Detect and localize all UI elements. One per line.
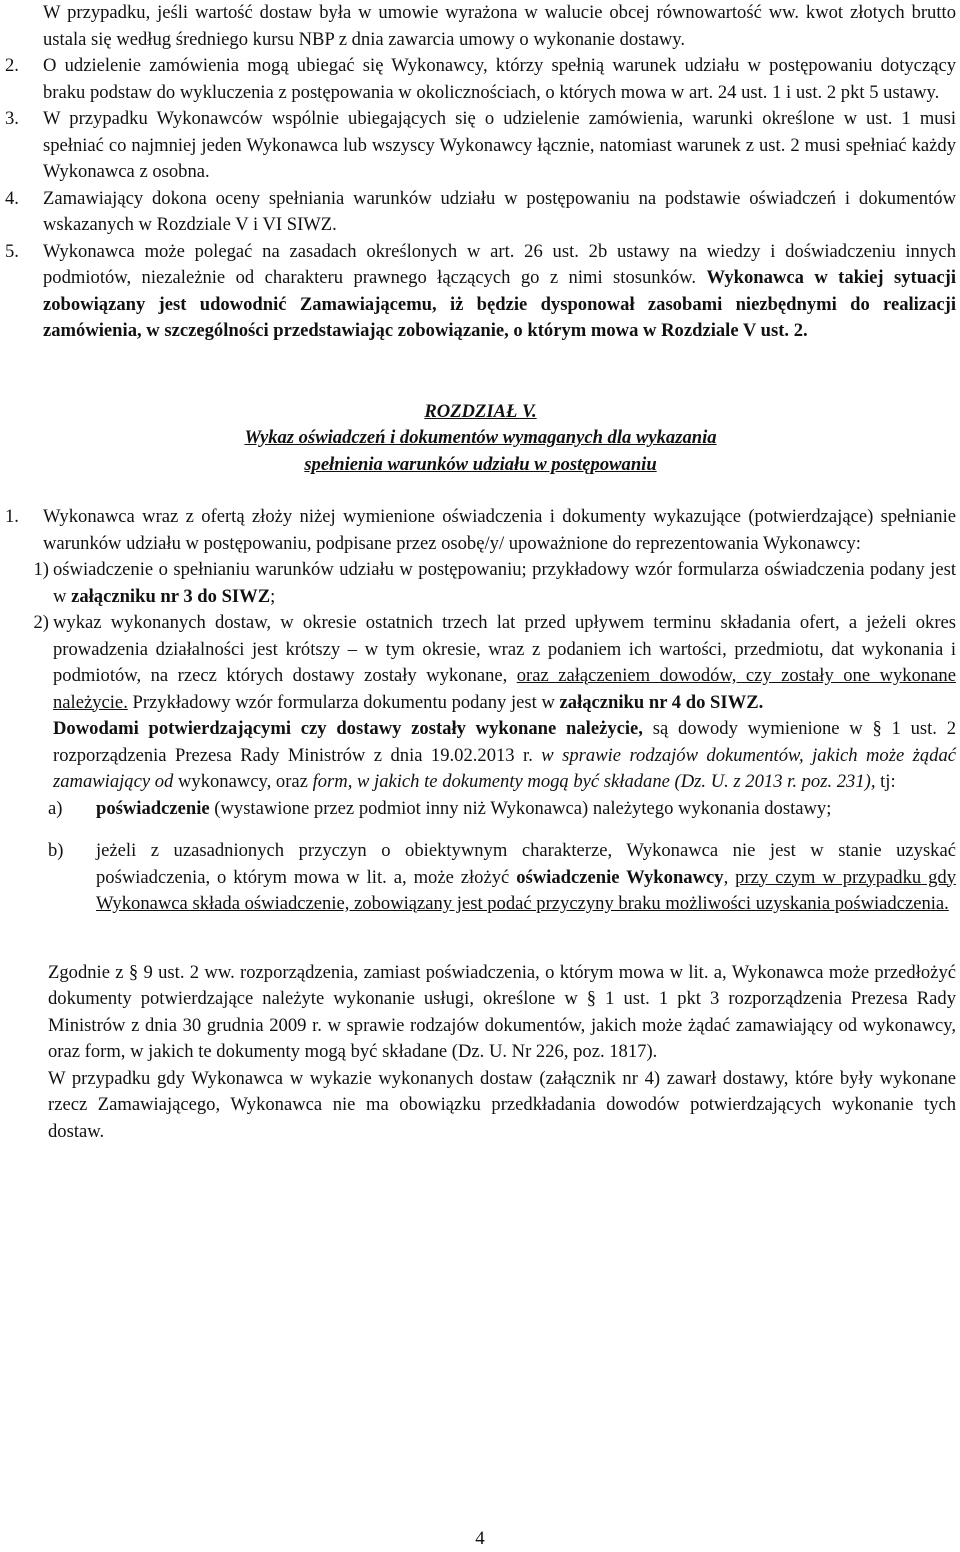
italic-text: w sprawie rodzajów dokumentów, jakich może żądać zamawiający od bbox=[53, 744, 957, 792]
sub-item-text: oświadczenie o spełnianiu warunków udziału w postępowaniu; przykładowy wzór formularza oświadczenia podany jest w bbox=[53, 559, 956, 607]
letter-item-bold: poświadczenie bbox=[96, 797, 210, 819]
letter-item-marker: b) bbox=[48, 840, 64, 861]
item-text bbox=[43, 239, 956, 345]
closing-paragraph: W przypadku gdy Wykonawca w wykazie wykonanych dostaw (załącznik nr 4) zawarł dostawy, które były wykonane rzecz Zamawiającego, Wykonawca nie ma obowiązku przedkładania dowodów potwierdzających wykonanie tych dostaw. bbox=[48, 1067, 956, 1142]
section-text: Wykonawca wraz z ofertą złoży niżej wymienione oświadczenia i dokumenty wykazujące (potwierdzające) spełnianie warunków udziału w postępowaniu, podpisane przez osobę/y/ upoważnione do reprezentowania Wykonawcy: bbox=[43, 506, 956, 554]
item-text: Zamawiający dokona oceny spełniania warunków udziału w postępowaniu na podstawie oświadczeń i dokumentów wskazanych w Rozdziale V i VI SIWZ. bbox=[43, 187, 956, 235]
chapter-title: ROZDZIAŁ V. bbox=[424, 400, 537, 422]
sub-item-text: wykaz wykonanych dostaw, w okresie ostatnich trzech lat przed upływem terminu składania ofert, a jeżeli okres prowadzenia działalności jest krótszy – w tym okresie, wraz z podaniem ich wartości, przedmiotu, dat wykonania i podmiotów, na rzecz których dostawy zostały wykonane, bbox=[53, 612, 956, 686]
section-item bbox=[5, 504, 956, 557]
item-number: 5. bbox=[5, 240, 19, 262]
chapter-subtitle-line2: spełnienia warunków udziału w postępowaniu bbox=[304, 453, 657, 475]
item-text: W przypadku Wykonawców wspólnie ubiegających się o udzielenie zamówienia, warunki określone w ust. 1 musi spełniać co najmniej jeden Wykonawca lub wszyscy Wykonawcy łącznie, natomiast warunek z ust. 2 musi spełniać każdy Wykonawca z osobna. bbox=[43, 108, 956, 182]
sub-item: 1) oświadczenie o spełnianiu warunków udziału w postępowaniu; przykładowy wzór formularza oświadczenia podany jest w załączniku nr 3 do SIWZ; bbox=[5, 557, 956, 610]
letter-item-marker: a) bbox=[48, 797, 63, 819]
underlined-text: przy czym w przypadku gdy Wykonawca składa oświadczenie, zobowiązany jest podać przyczyny braku możliwości uzyskania poświadczenia. bbox=[96, 866, 956, 914]
list-item bbox=[5, 53, 956, 106]
section-number: 1. bbox=[5, 506, 19, 527]
underlined-text: oraz załączeniem dowodów, czy zostały one wykonane należycie. bbox=[53, 665, 956, 713]
attachment-ref: załączniku nr 3 do SIWZ bbox=[71, 585, 271, 607]
item-number: 3. bbox=[5, 108, 19, 129]
sub-item-number: 2) bbox=[33, 612, 49, 633]
list-item bbox=[5, 239, 956, 345]
list-item bbox=[5, 106, 956, 186]
letter-item-bold: oświadczenie Wykonawcy bbox=[516, 866, 724, 888]
item-text: O udzielenie zamówienia mogą ubiegać się Wykonawcy, którzy spełnią warunek udziału w postępowaniu dotyczący braku podstaw do wykluczenia z postępowania w okolicznościach, o których mowa w art. 24 ust. 1 i ust. 2 pkt 5 ustawy. bbox=[43, 55, 956, 103]
attachment-ref: załączniku nr 4 do SIWZ. bbox=[559, 691, 764, 713]
sub-item: 2) wykaz wykonanych dostaw, w okresie ostatnich trzech lat przed upływem terminu składania ofert, a jeżeli okres prowadzenia działalności jest krótszy – w tym okresie, wraz z podaniem ich wartości, przedmiotu, dat wykonania i podmiotów, na rzecz których dostawy zostały wykonane, oraz załączeniem dowodów, czy zostały one wykonane należycie. Przykładowy wzór formularza dokumentu podany jest w załączniku nr 4 do SIWZ. Dowodami potwierdzającymi czy dostawy zostały wykonane należycie, są dowody wymienione w § 1 ust. 2 rozporządzenia Prezesa Rady Ministrów z dnia 19.02.2013 r. w sprawie rodzajów dokumentów, jakich może żądać zamawiający od wykonawcy, oraz form, w jakich te dokumenty mogą być składane (Dz. U. z 2013 r. poz. 231), tj: bbox=[5, 610, 956, 796]
intro-paragraph: W przypadku, jeśli wartość dostaw była w umowie wyrażona w walucie obcej równowartość ww. kwot złotych brutto ustala się według średniego kursu NBP z dnia zawarcia umowy o wykonanie dostawy. bbox=[43, 2, 956, 50]
letter-item: a) poświadczenie (wystawione przez podmiot inny niż Wykonawca) należytego wykonania dostawy; bbox=[5, 796, 956, 823]
evidence-heading: Dowodami potwierdzającymi czy dostawy zostały wykonane należycie, bbox=[53, 718, 643, 739]
item-text-bold: Wykonawca w takiej sytuacji zobowiązany jest udowodnić Zamawiającemu, iż będzie dysponował zasobami niezbędnymi do realizacji zamówienia, w szczególności przedstawiając zobowiązanie, o którym mowa w Rozdziale V ust. 2. bbox=[43, 267, 956, 341]
list-item bbox=[5, 186, 956, 239]
item-number: 4. bbox=[5, 187, 19, 209]
page-number: 4 bbox=[475, 1528, 485, 1549]
italic-text: form, w jakich te dokumenty mogą być składane (Dz. U. z 2013 r. poz. 231), bbox=[312, 771, 876, 792]
closing-paragraph: Zgodnie z § 9 ust. 2 ww. rozporządzenia, zamiast poświadczenia, o którym mowa w lit. a, Wykonawca może przedłożyć dokumenty potwierdzające należyte wykonanie usługi, określone w § 1 ust. 1 pkt 3 rozporządzenia Prezesa Rady Ministrów z dnia 30 grudnia 2009 r. w sprawie rodzajów dokumentów, jakich może żądać zamawiający od wykonawcy, oraz form, w jakich te dokumenty mogą być składane (Dz. U. Nr 226, poz. 1817). bbox=[48, 961, 956, 1062]
item-text-regular: Wykonawca może polegać na zasadach określonych w art. 26 ust. 2b ustawy na wiedzy i doświadczeniu innych podmiotów, niezależnie od charakteru prawnego łączących go z nimi stosunków. bbox=[43, 240, 956, 288]
letter-item: b) jeżeli z uzasadnionych przyczyn o obiektywnym charakterze, Wykonawca nie jest w stanie uzyskać poświadczenia, o którym mowa w lit. a, może złożyć oświadczenie Wykonawcy, przy czym w przypadku gdy Wykonawca składa oświadczenie, zobowiązany jest podać przyczyny braku możliwości uzyskania poświadczenia. bbox=[5, 838, 956, 918]
chapter-subtitle-line1: Wykaz oświadczeń i dokumentów wymaganych dla wykazania bbox=[244, 427, 717, 448]
sub-item-number: 1) bbox=[33, 559, 49, 580]
item-number: 2. bbox=[5, 55, 19, 76]
